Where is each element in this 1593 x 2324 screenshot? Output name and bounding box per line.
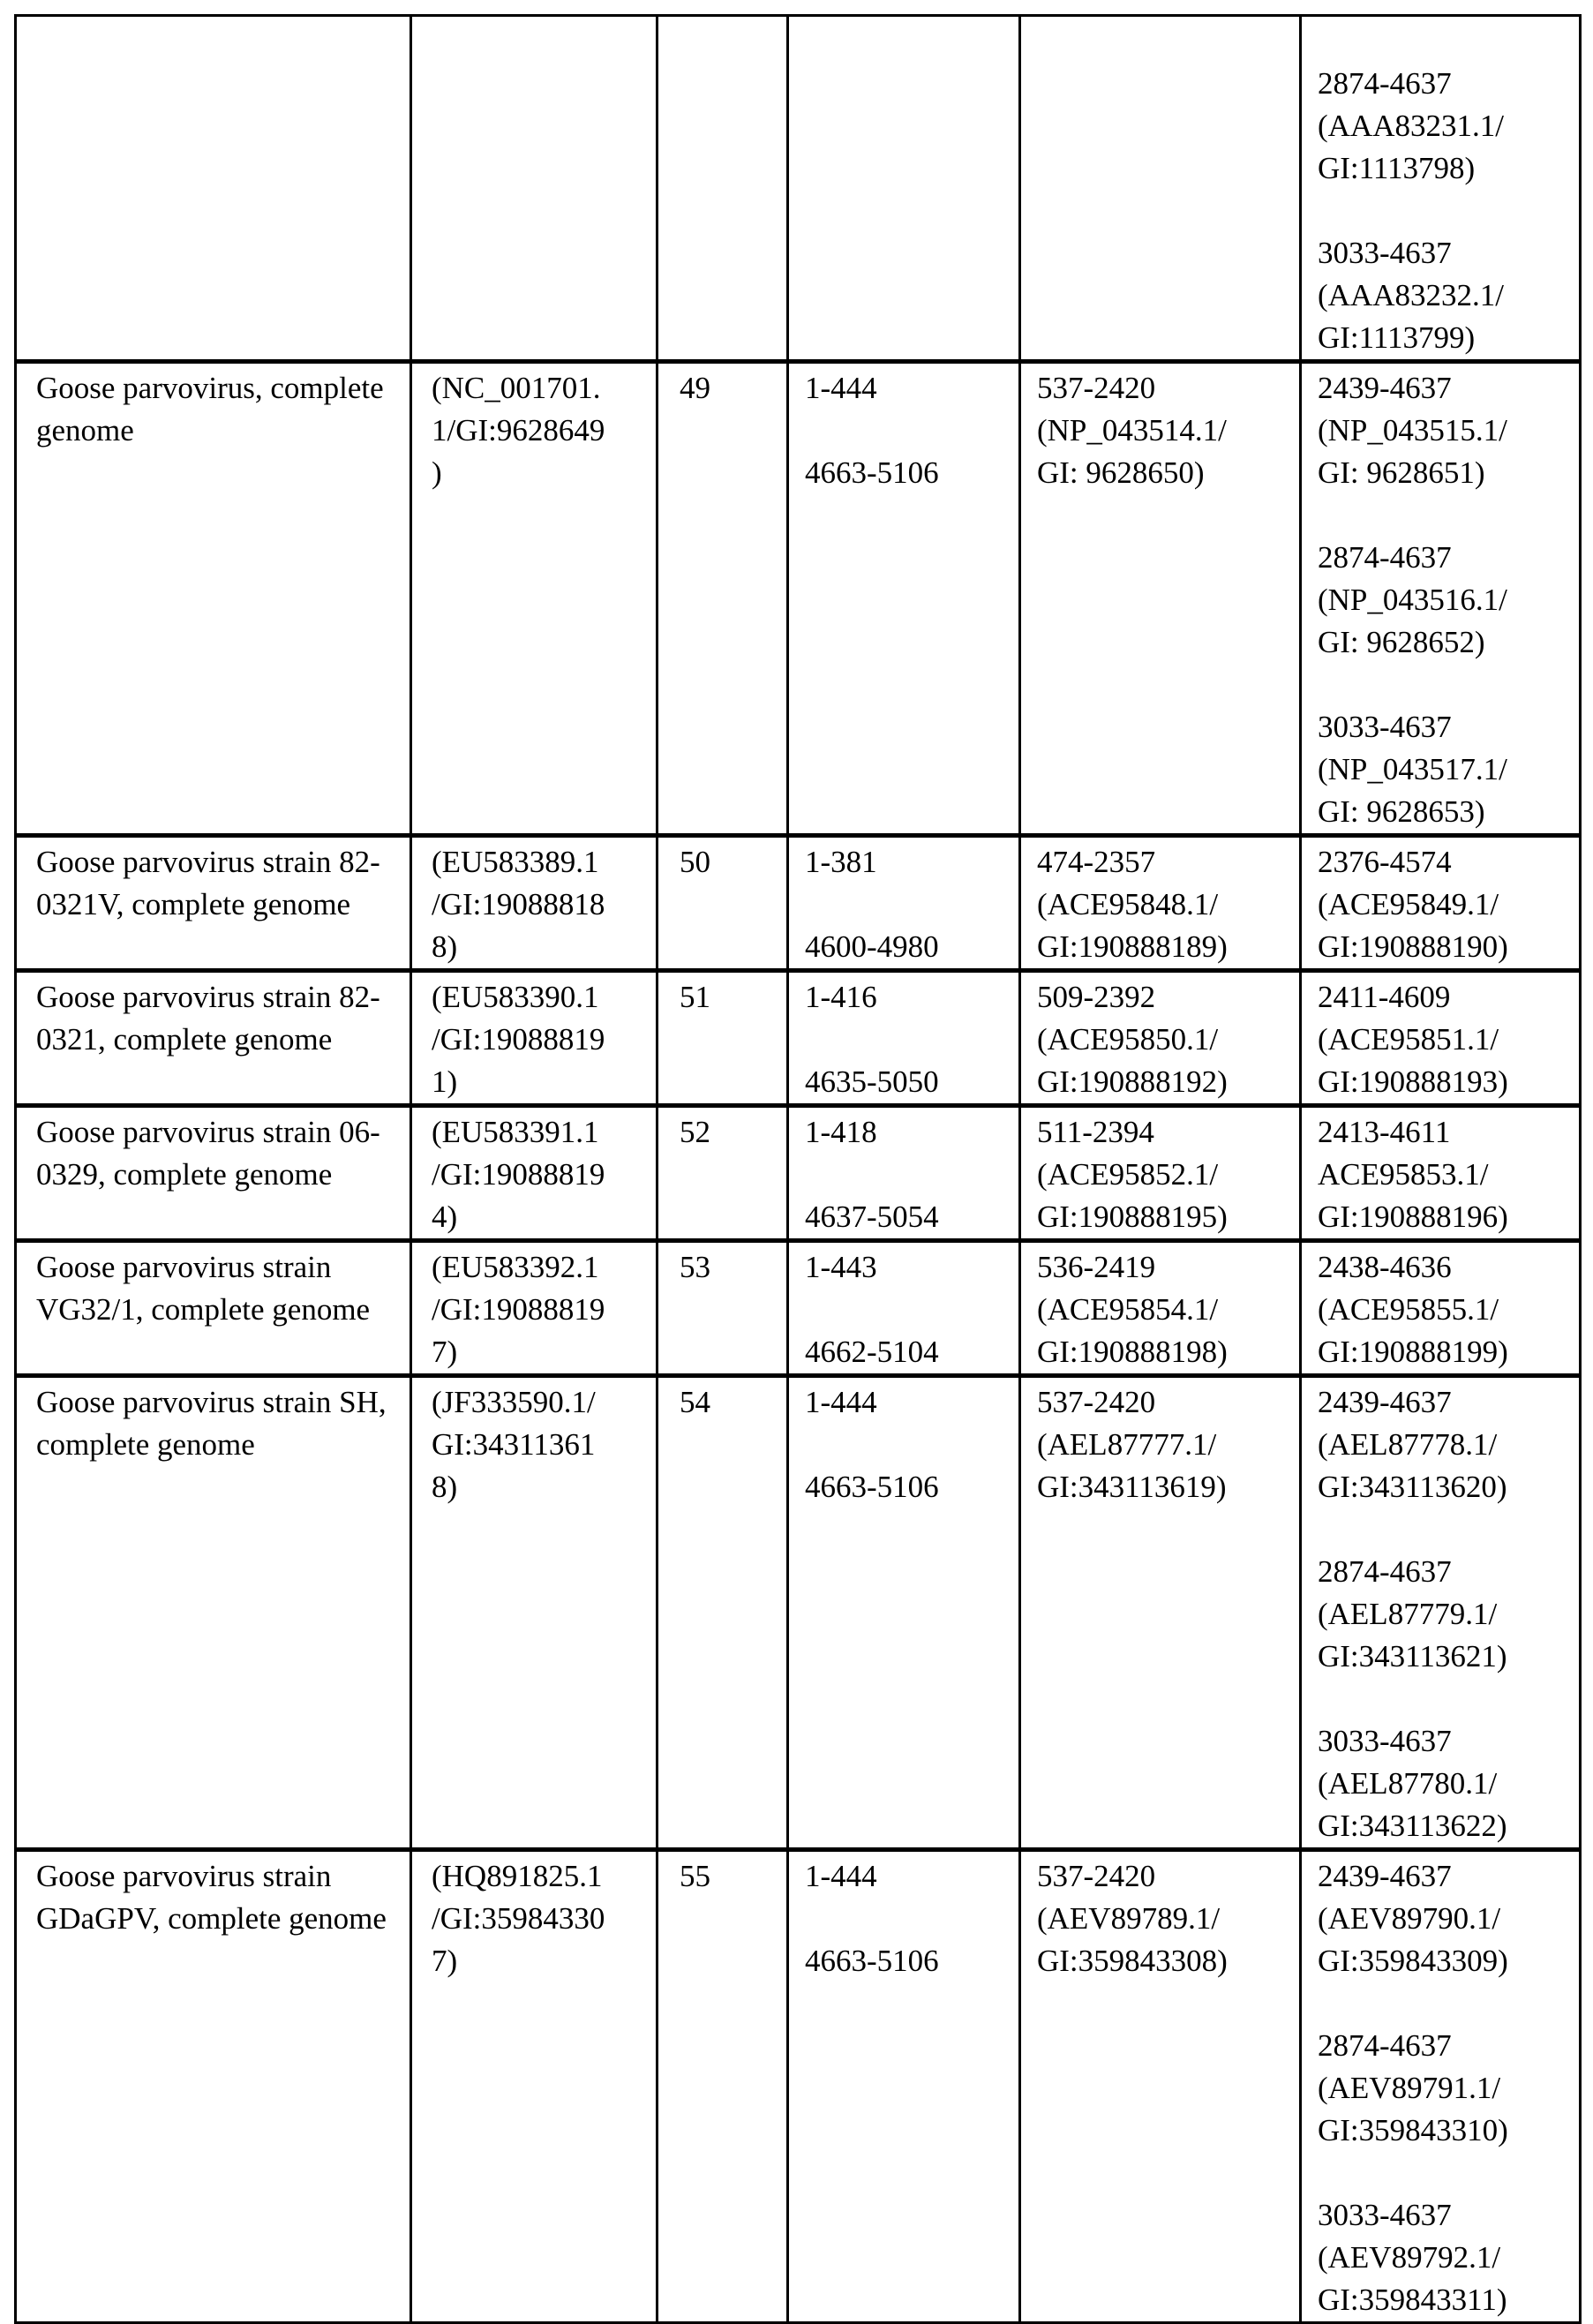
accession-line: /GI:19088819 xyxy=(432,1022,605,1057)
seq-id-number: 51 xyxy=(680,980,710,1014)
orf2-line: (AEL87778.1/ xyxy=(1318,1427,1498,1462)
orf1-line: 474-2357 xyxy=(1037,845,1156,879)
orf2-line: 2874-4637 xyxy=(1318,540,1452,575)
utr-range: 4663-5106 xyxy=(805,455,939,490)
orf2-line: (NP_043515.1/ xyxy=(1318,413,1507,448)
utr-spacer xyxy=(805,1898,1010,1940)
cell-orf2 xyxy=(1301,16,1581,362)
utr-spacer xyxy=(805,1154,1010,1196)
table-row xyxy=(16,1850,1581,2323)
utr-range: 1-416 xyxy=(805,980,877,1014)
orf1-line: (AEL87777.1/ xyxy=(1037,1427,1217,1462)
orf2-line: 2413-4611 xyxy=(1318,1115,1451,1149)
cell-orf1 xyxy=(1020,1241,1301,1376)
orf1-line: (ACE95850.1/ xyxy=(1037,1022,1219,1057)
cell-virus-name xyxy=(16,16,411,362)
cell-utr-ranges xyxy=(788,1850,1020,2323)
cell-accession xyxy=(411,1850,657,2323)
cell-orf1 xyxy=(1020,1850,1301,2323)
orf1-line: 511-2394 xyxy=(1037,1115,1154,1149)
cell-virus-name xyxy=(16,836,411,971)
orf1-line: GI:343113619) xyxy=(1037,1470,1227,1504)
accession-line: (EU583391.1 xyxy=(432,1115,599,1149)
orf2-entry xyxy=(1318,841,1570,968)
table-row xyxy=(16,362,1581,836)
cell-orf1 xyxy=(1020,16,1301,362)
seq-id-number: 50 xyxy=(680,845,710,879)
cell-accession xyxy=(411,362,657,836)
orf2-line: GI:190888199) xyxy=(1318,1335,1508,1369)
table-row xyxy=(16,836,1581,971)
accession-line: /GI:35984330 xyxy=(432,1901,605,1936)
orf2-line: GI:190888190) xyxy=(1318,929,1508,964)
orf2-line: GI:343113621) xyxy=(1318,1639,1507,1673)
accession-line: 7) xyxy=(432,1335,458,1369)
orf2-entry xyxy=(1318,1111,1570,1238)
table-row xyxy=(16,16,1581,362)
cell-accession xyxy=(411,16,657,362)
seq-id-number: 53 xyxy=(680,1250,710,1284)
utr-spacer xyxy=(805,1424,1010,1466)
utr-range: 4662-5104 xyxy=(805,1335,939,1369)
cell-utr-ranges xyxy=(788,1241,1020,1376)
orf2-line: GI:1113798) xyxy=(1318,151,1476,185)
cell-virus-name xyxy=(16,1241,411,1376)
accession-line: ) xyxy=(432,455,442,490)
accession-line: /GI:19088818 xyxy=(432,887,605,921)
cell-seq-id xyxy=(657,362,788,836)
utr-range: 1-418 xyxy=(805,1115,877,1149)
virus-name-text: Goose parvovirus strain GDaGPV, complete genome xyxy=(36,1859,387,1936)
orf2-entry xyxy=(1318,976,1570,1103)
orf1-line: GI: 9628650) xyxy=(1037,455,1205,490)
accession-line: 4) xyxy=(432,1200,458,1234)
cell-orf2 xyxy=(1301,1106,1581,1241)
orf2-entry xyxy=(1318,63,1570,190)
cell-accession xyxy=(411,971,657,1106)
orf2-line: 3033-4637 xyxy=(1318,2198,1452,2232)
orf2-line: (AEV89792.1/ xyxy=(1318,2240,1501,2275)
utr-range: 4663-5106 xyxy=(805,1470,939,1504)
orf1-line: GI:190888192) xyxy=(1037,1064,1228,1099)
cell-utr-ranges xyxy=(788,16,1020,362)
utr-range: 1-444 xyxy=(805,1859,877,1893)
orf2-line: (NP_043516.1/ xyxy=(1318,583,1507,617)
accession-line: (EU583389.1 xyxy=(432,845,599,879)
orf2-entry xyxy=(1318,537,1570,664)
accession-line: (EU583390.1 xyxy=(432,980,599,1014)
orf2-entry xyxy=(1318,706,1570,833)
orf2-line: GI: 9628653) xyxy=(1318,794,1485,829)
virus-name-text: Goose parvovirus strain VG32/1, complete genome xyxy=(36,1250,371,1327)
orf2-line: 2439-4637 xyxy=(1318,371,1452,405)
orf2-line: GI:359843309) xyxy=(1318,1944,1508,1978)
accession-line: 7) xyxy=(432,1944,458,1978)
cell-orf2 xyxy=(1301,362,1581,836)
cell-utr-ranges xyxy=(788,1376,1020,1850)
utr-spacer xyxy=(805,1019,1010,1061)
utr-spacer xyxy=(805,1289,1010,1331)
cell-seq-id xyxy=(657,16,788,362)
accession-line: /GI:19088819 xyxy=(432,1157,605,1192)
virus-name-text: Goose parvovirus strain SH, complete genome xyxy=(36,1385,387,1462)
cell-accession xyxy=(411,836,657,971)
accession-line: 1/GI:9628649 xyxy=(432,413,605,448)
accession-line: (EU583392.1 xyxy=(432,1250,599,1284)
utr-range: 1-381 xyxy=(805,845,877,879)
orf1-line: GI:190888195) xyxy=(1037,1200,1228,1234)
utr-range: 4663-5106 xyxy=(805,1944,939,1978)
orf2-line: (AEL87780.1/ xyxy=(1318,1766,1498,1801)
orf2-leading-spacer xyxy=(1318,20,1570,63)
cell-orf2 xyxy=(1301,836,1581,971)
orf2-entry xyxy=(1318,1855,1570,1982)
cell-accession xyxy=(411,1376,657,1850)
cell-seq-id xyxy=(657,836,788,971)
orf2-line: GI:359843311) xyxy=(1318,2283,1507,2317)
orf2-entry xyxy=(1318,367,1570,494)
orf2-entry xyxy=(1318,1720,1570,1847)
orf2-line: (AEV89790.1/ xyxy=(1318,1901,1501,1936)
cell-utr-ranges xyxy=(788,362,1020,836)
utr-range: 4637-5054 xyxy=(805,1200,939,1234)
orf2-line: 3033-4637 xyxy=(1318,236,1452,270)
orf2-entry xyxy=(1318,1381,1570,1508)
utr-range: 1-444 xyxy=(805,371,877,405)
orf2-line: (AAA83231.1/ xyxy=(1318,109,1504,143)
orf2-line: GI: 9628652) xyxy=(1318,625,1485,659)
cell-utr-ranges xyxy=(788,971,1020,1106)
cell-orf2 xyxy=(1301,1850,1581,2323)
orf2-line: GI:190888196) xyxy=(1318,1200,1508,1234)
virus-name-text: Goose parvovirus, complete genome xyxy=(36,371,384,448)
table-row xyxy=(16,1106,1581,1241)
orf1-line: 537-2420 xyxy=(1037,371,1156,405)
orf1-line: 509-2392 xyxy=(1037,980,1156,1014)
orf1-line: (ACE95848.1/ xyxy=(1037,887,1219,921)
orf1-line: 537-2420 xyxy=(1037,1385,1156,1419)
cell-virus-name xyxy=(16,1376,411,1850)
orf2-line: (ACE95849.1/ xyxy=(1318,887,1499,921)
accession-line: (NC_001701. xyxy=(432,371,601,405)
table-row xyxy=(16,1376,1581,1850)
orf1-line: (AEV89789.1/ xyxy=(1037,1901,1221,1936)
cell-orf1 xyxy=(1020,1106,1301,1241)
utr-range: 4600-4980 xyxy=(805,929,939,964)
seq-id-number: 52 xyxy=(680,1115,710,1149)
cell-seq-id xyxy=(657,1850,788,2323)
orf2-line: 2411-4609 xyxy=(1318,980,1451,1014)
cell-orf2 xyxy=(1301,971,1581,1106)
cell-orf1 xyxy=(1020,836,1301,971)
orf2-line: 2874-4637 xyxy=(1318,66,1452,101)
orf2-line: (AEL87779.1/ xyxy=(1318,1597,1498,1631)
accession-line: /GI:19088819 xyxy=(432,1292,605,1327)
cell-orf1 xyxy=(1020,362,1301,836)
orf1-line: (NP_043514.1/ xyxy=(1037,413,1227,448)
cell-orf1 xyxy=(1020,971,1301,1106)
virus-name-text: Goose parvovirus strain 82-0321, complete genome xyxy=(36,980,380,1057)
cell-seq-id xyxy=(657,971,788,1106)
orf2-line: 2439-4637 xyxy=(1318,1859,1452,1893)
orf1-line: (ACE95852.1/ xyxy=(1037,1157,1219,1192)
orf2-line: GI:359843310) xyxy=(1318,2113,1508,2147)
seq-id-number: 55 xyxy=(680,1859,710,1893)
cell-seq-id xyxy=(657,1376,788,1850)
cell-orf2 xyxy=(1301,1376,1581,1850)
orf2-line: 2438-4636 xyxy=(1318,1250,1452,1284)
cell-orf2 xyxy=(1301,1241,1581,1376)
orf2-line: ACE95853.1/ xyxy=(1318,1157,1489,1192)
orf2-line: 3033-4637 xyxy=(1318,1724,1452,1758)
accession-line: 8) xyxy=(432,1470,458,1504)
virus-name-text: Goose parvovirus strain 06-0329, complete genome xyxy=(36,1115,380,1192)
utr-range: 1-443 xyxy=(805,1250,877,1284)
accession-line: (HQ891825.1 xyxy=(432,1859,603,1893)
orf2-line: (ACE95851.1/ xyxy=(1318,1022,1499,1057)
cell-orf1 xyxy=(1020,1376,1301,1850)
accession-line: 1) xyxy=(432,1064,458,1099)
utr-spacer xyxy=(805,884,1010,926)
orf2-line: (ACE95855.1/ xyxy=(1318,1292,1499,1327)
accession-line: 8) xyxy=(432,929,458,964)
orf2-line: (AEV89791.1/ xyxy=(1318,2071,1501,2105)
seq-id-number: 54 xyxy=(680,1385,710,1419)
orf1-line: GI:190888189) xyxy=(1037,929,1228,964)
parvovirus-sequence-table xyxy=(14,14,1582,2324)
cell-utr-ranges xyxy=(788,836,1020,971)
orf2-entry xyxy=(1318,232,1570,359)
accession-line: GI:34311361 xyxy=(432,1427,596,1462)
table-row xyxy=(16,1241,1581,1376)
table-row xyxy=(16,971,1581,1106)
orf2-line: 2439-4637 xyxy=(1318,1385,1452,1419)
seq-id-number: 49 xyxy=(680,371,710,405)
orf2-line: GI:1113799) xyxy=(1318,320,1476,355)
orf2-line: 2376-4574 xyxy=(1318,845,1452,879)
cell-virus-name xyxy=(16,362,411,836)
utr-range: 1-444 xyxy=(805,1385,877,1419)
virus-name-text: Goose parvovirus strain 82-0321V, complete genome xyxy=(36,845,380,921)
orf2-entry xyxy=(1318,1246,1570,1373)
cell-accession xyxy=(411,1241,657,1376)
cell-virus-name xyxy=(16,1106,411,1241)
cell-utr-ranges xyxy=(788,1106,1020,1241)
orf2-entry xyxy=(1318,2025,1570,2152)
orf2-line: 3033-4637 xyxy=(1318,710,1452,744)
orf1-line: 537-2420 xyxy=(1037,1859,1156,1893)
utr-spacer xyxy=(805,410,1010,452)
orf2-entry xyxy=(1318,1551,1570,1678)
orf2-entry xyxy=(1318,2194,1570,2321)
orf2-line: 2874-4637 xyxy=(1318,1554,1452,1589)
utr-range: 4635-5050 xyxy=(805,1064,939,1099)
cell-virus-name xyxy=(16,1850,411,2323)
orf2-line: GI: 9628651) xyxy=(1318,455,1485,490)
orf2-line: (NP_043517.1/ xyxy=(1318,752,1507,786)
cell-seq-id xyxy=(657,1106,788,1241)
orf1-line: GI:190888198) xyxy=(1037,1335,1228,1369)
orf2-line: GI:190888193) xyxy=(1318,1064,1508,1099)
cell-virus-name xyxy=(16,971,411,1106)
orf2-line: (AAA83232.1/ xyxy=(1318,278,1504,312)
accession-line: (JF333590.1/ xyxy=(432,1385,596,1419)
orf1-line: (ACE95854.1/ xyxy=(1037,1292,1219,1327)
orf1-line: GI:359843308) xyxy=(1037,1944,1228,1978)
table-body xyxy=(16,16,1581,2323)
orf1-line: 536-2419 xyxy=(1037,1250,1156,1284)
cell-accession xyxy=(411,1106,657,1241)
cell-seq-id xyxy=(657,1241,788,1376)
orf2-line: GI:343113620) xyxy=(1318,1470,1507,1504)
orf2-line: GI:343113622) xyxy=(1318,1809,1507,1843)
orf2-line: 2874-4637 xyxy=(1318,2028,1452,2063)
